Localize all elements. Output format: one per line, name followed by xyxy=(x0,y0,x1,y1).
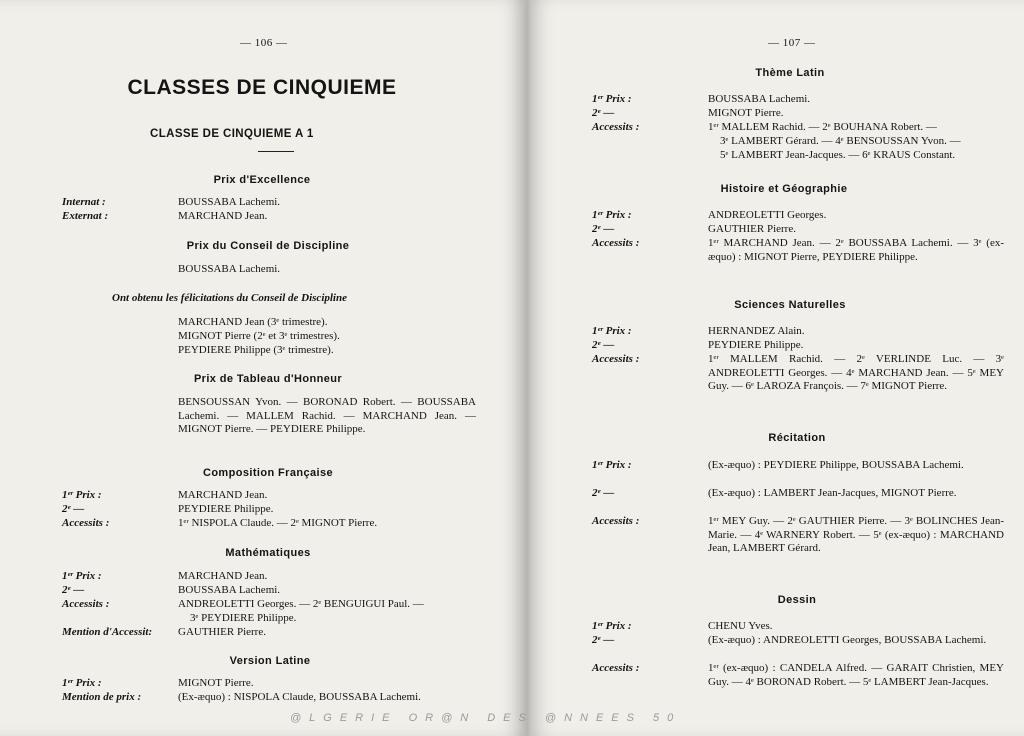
sciences-first-value: HERNANDEZ Alain. xyxy=(708,325,805,337)
section-heading-histoire: Histoire et Géographie xyxy=(720,183,848,195)
label-second-prize: 2ᵉ — xyxy=(592,634,615,646)
excellence-internat-value: BOUSSABA Lachemi. xyxy=(178,196,281,208)
label-accessits: Accessits : xyxy=(592,662,640,674)
section-heading-dessin: Dessin xyxy=(777,594,817,606)
label-accessits: Accessits : xyxy=(592,515,640,527)
tableau-honneur-list: BENSOUSSAN Yvon. — BORONAD Robert. — BOUSSABA Lachemi. — MALLEM Rachid. — MARCHAND Jean. — MIGNOT Pierre. — PEYDIERE Philippe. xyxy=(178,396,476,436)
label-first-prize: 1ᵉʳ Prix : xyxy=(62,570,102,582)
label-accessits: Accessits : xyxy=(62,517,110,529)
watermark-text: @LGERIE OR@N DES @NNEES 50 xyxy=(290,712,682,724)
recitation-accessits: 1ᵉʳ MEY Guy. — 2ᵉ GAUTHIER Pierre. — 3ᵉ BOLINCHES Jean-Marie. — 4ᵉ WARNERY Robert. — 5ᵉ (ex-æquo) : MARCHAND Jean, LAMBERT Gérard. xyxy=(708,515,1004,555)
label-second-prize: 2ᵉ — xyxy=(592,107,615,119)
dessin-first-value: CHENU Yves. xyxy=(708,620,773,632)
theme-accessits-line: 1ᵉʳ MALLEM Rachid. — 2ᵉ BOUHANA Robert. — xyxy=(708,121,937,133)
section-heading-excellence: Prix d'Excellence xyxy=(213,174,311,186)
section-heading-mathematiques: Mathématiques xyxy=(225,547,311,559)
math-second-value: BOUSSABA Lachemi. xyxy=(178,584,281,596)
right-page xyxy=(530,0,1024,736)
label-second-prize: 2ᵉ — xyxy=(592,339,615,351)
felicitations-line: MARCHAND Jean (3ᵉ trimestre). xyxy=(178,316,328,328)
composition-accessits-value: 1ᵉʳ NISPOLA Claude. — 2ᵉ MIGNOT Pierre. xyxy=(178,517,378,529)
recitation-first-value: (Ex-æquo) : PEYDIERE Philippe, BOUSSABA Lachemi. xyxy=(708,459,964,471)
label-second-prize: 2ᵉ — xyxy=(592,223,615,235)
histoire-accessits: 1ᵉʳ MARCHAND Jean. — 2ᵉ BOUSSABA Lachemi. — 3ᵉ (ex-æquo) : MIGNOT Pierre, PEYDIERE Philippe. xyxy=(708,237,1004,263)
section-heading-composition: Composition Française xyxy=(202,467,334,479)
theme-first-value: BOUSSABA Lachemi. xyxy=(708,93,811,105)
subtitle-rule xyxy=(258,151,294,152)
section-heading-conseil: Prix du Conseil de Discipline xyxy=(186,240,350,252)
dessin-second-value: (Ex-æquo) : ANDREOLETTI Georges, BOUSSABA Lachemi. xyxy=(708,634,987,646)
dessin-accessits: 1ᵉʳ (ex-æquo) : CANDELA Alfred. — GARAIT Christien, MEY Guy. — 4ᵉ BORONAD Robert. — 5ᵉ LAMBERT Jean-Jacques. xyxy=(708,662,1004,688)
felicitations-line: PEYDIERE Philippe (3ᵉ trimestre). xyxy=(178,344,334,356)
histoire-second-value: GAUTHIER Pierre. xyxy=(708,223,796,235)
histoire-first-value: ANDREOLETTI Georges. xyxy=(708,209,827,221)
composition-second-value: PEYDIERE Philippe. xyxy=(178,503,274,515)
math-mention-value: GAUTHIER Pierre. xyxy=(178,626,266,638)
section-heading-sciences: Sciences Naturelles xyxy=(734,299,846,311)
label-first-prize: 1ᵉʳ Prix : xyxy=(592,620,632,632)
composition-first-value: MARCHAND Jean. xyxy=(178,489,268,501)
page-number: — 107 — xyxy=(768,37,816,49)
label-first-prize: 1ᵉʳ Prix : xyxy=(62,489,102,501)
sciences-accessits: 1ᵉʳ MALLEM Rachid. — 2ᵉ VERLINDE Luc. — 3ᵉ ANDREOLETTI Georges. — 4ᵉ MARCHAND Jean. — 5ᵉ MEY Guy. — 6ᵉ LAROZA François. — 7ᵉ MIGNOT Pierre. xyxy=(708,353,1004,393)
label-second-prize: 2ᵉ — xyxy=(592,487,615,499)
class-subtitle: CLASSE DE CINQUIEME A 1 xyxy=(150,128,314,140)
section-heading-version: Version Latine xyxy=(229,655,311,667)
page-number: — 106 — xyxy=(240,37,288,49)
label-mention-prix: Mention de prix : xyxy=(62,691,142,703)
sciences-second-value: PEYDIERE Philippe. xyxy=(708,339,804,351)
label-first-prize: 1ᵉʳ Prix : xyxy=(592,209,632,221)
label-accessits: Accessits : xyxy=(592,121,640,133)
label-externat: Externat : xyxy=(62,210,109,222)
math-accessits-line: ANDREOLETTI Georges. — 2ᵉ BENGUIGUI Paul. — xyxy=(178,598,424,610)
excellence-externat-value: MARCHAND Jean. xyxy=(178,210,268,222)
label-first-prize: 1ᵉʳ Prix : xyxy=(592,459,632,471)
recitation-second-value: (Ex-æquo) : LAMBERT Jean-Jacques, MIGNOT Pierre. xyxy=(708,487,957,499)
label-first-prize: 1ᵉʳ Prix : xyxy=(62,677,102,689)
label-internat: Internat : xyxy=(62,196,106,208)
label-first-prize: 1ᵉʳ Prix : xyxy=(592,325,632,337)
label-second-prize: 2ᵉ — xyxy=(62,503,85,515)
label-accessits: Accessits : xyxy=(592,237,640,249)
label-accessits: Accessits : xyxy=(62,598,110,610)
label-first-prize: 1ᵉʳ Prix : xyxy=(592,93,632,105)
label-second-prize: 2ᵉ — xyxy=(62,584,85,596)
version-first-value: MIGNOT Pierre. xyxy=(178,677,254,689)
math-first-value: MARCHAND Jean. xyxy=(178,570,268,582)
conseil-value: BOUSSABA Lachemi. xyxy=(178,263,281,275)
page-title: CLASSES DE CINQUIEME xyxy=(127,76,397,99)
felicitations-line: MIGNOT Pierre (2ᵉ et 3ᵉ trimestres). xyxy=(178,330,340,342)
section-heading-tableau: Prix de Tableau d'Honneur xyxy=(193,373,343,385)
theme-accessits-line: 5ᵉ LAMBERT Jean-Jacques. — 6ᵉ KRAUS Constant. xyxy=(720,149,956,161)
math-accessits-line: 3ᵉ PEYDIERE Philippe. xyxy=(190,612,297,624)
felicitations-heading: Ont obtenu les félicitations du Conseil de Discipline xyxy=(112,292,347,304)
label-mention-accessit: Mention d'Accessit: xyxy=(62,626,153,638)
theme-second-value: MIGNOT Pierre. xyxy=(708,107,784,119)
section-heading-theme: Thème Latin xyxy=(755,67,825,79)
version-mention-value: (Ex-æquo) : NISPOLA Claude, BOUSSABA Lachemi. xyxy=(178,691,421,703)
section-heading-recitation: Récitation xyxy=(768,432,826,444)
theme-accessits-line: 3ᵉ LAMBERT Gérard. — 4ᵉ BENSOUSSAN Yvon. — xyxy=(720,135,961,147)
label-accessits: Accessits : xyxy=(592,353,640,365)
